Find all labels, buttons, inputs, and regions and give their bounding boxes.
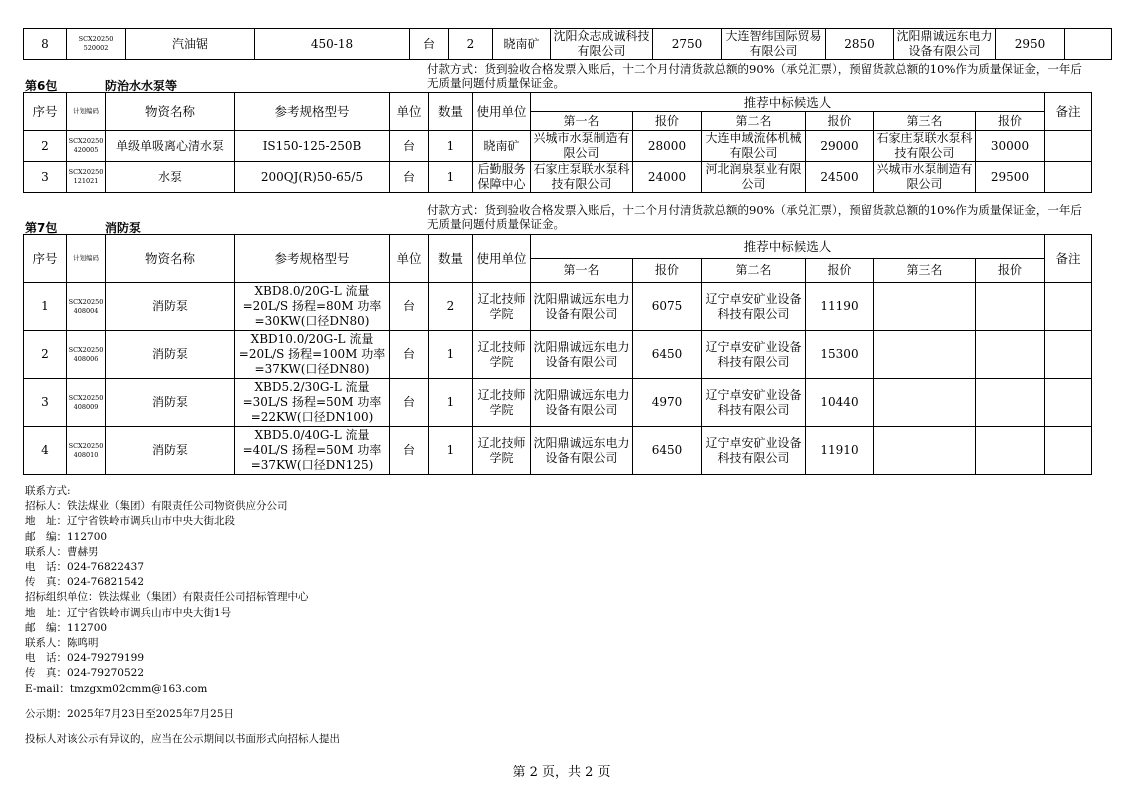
second-cell: 辽宁卓安矿业设备科技有限公司	[702, 379, 806, 427]
note-cell	[1045, 331, 1092, 379]
first-cell: 沈阳鼎诚远东电力设备有限公司	[531, 379, 633, 427]
spec-cell: XBD10.0/20G-L 流量=20L/S 扬程=100M 功率=37KW(口径DN80)	[235, 331, 390, 379]
header-price: 报价	[633, 112, 702, 131]
code-cell: SCX20250 408010	[67, 427, 106, 475]
code-cell: SCX20250 420005	[67, 131, 106, 162]
qty-cell: 2	[449, 29, 493, 60]
header-third: 第三名	[874, 112, 976, 131]
header-code: 计划编码	[67, 93, 106, 131]
unit-cell: 台	[390, 131, 429, 162]
objection-notice: 投标人对该公示有异议的，应当在公示期间以书面形式向招标人提出	[25, 733, 340, 746]
spacer-line	[25, 697, 340, 707]
header-price: 报价	[976, 112, 1045, 131]
price1-cell: 6450	[633, 427, 702, 475]
price3-cell: 2950	[996, 29, 1065, 60]
contact-line: 联系方式:	[25, 485, 71, 497]
header-spec: 参考规格型号	[235, 235, 390, 283]
header-unit: 单位	[390, 235, 429, 283]
code-cell: SCX20250 408006	[67, 331, 106, 379]
name-cell: 汽油锯	[126, 29, 255, 60]
second-cell: 辽宁卓安矿业设备科技有限公司	[702, 283, 806, 331]
note-cell	[1065, 29, 1112, 60]
contact-line: 地 址：辽宁省铁岭市调兵山市中央大街北段	[25, 515, 235, 528]
payment-terms: 付款方式：货到验收合格发票入账后，十二个月付清货款总额的90%（承兑汇票），预留货款总额的10%作为质量保证金，一年后无质量问题付质量保证金。	[427, 203, 1082, 231]
contact-info	[25, 484, 340, 747]
header-price: 报价	[633, 259, 702, 283]
spec-cell: IS150-125-250B	[235, 131, 390, 162]
contact-line: 电 话：024-76822437	[25, 561, 145, 574]
second-cell: 大连申域流体机械有限公司	[702, 131, 806, 162]
header-second: 第二名	[702, 259, 806, 283]
price3-cell	[976, 379, 1045, 427]
header-unit: 单位	[390, 93, 429, 131]
code-cell: SCX20250 408004	[67, 283, 106, 331]
unit-cell: 台	[390, 427, 429, 475]
price1-cell: 4970	[633, 379, 702, 427]
price3-cell: 30000	[976, 131, 1045, 162]
header-note: 备注	[1045, 235, 1092, 283]
price3-cell: 29500	[976, 162, 1045, 193]
spec-cell: XBD8.0/20G-L 流量=20L/S 扬程=80M 功率=30KW(口径DN80)	[235, 283, 390, 331]
price2-cell: 2850	[826, 29, 894, 60]
header-second: 第二名	[702, 112, 806, 131]
package-label: 第7包	[25, 221, 58, 235]
price2-cell: 10440	[806, 379, 874, 427]
header-first: 第一名	[531, 259, 633, 283]
header-first: 第一名	[531, 112, 633, 131]
third-cell	[874, 283, 976, 331]
table-row	[24, 379, 1092, 427]
header-user: 使用单位	[473, 235, 531, 283]
header-price: 报价	[806, 112, 874, 131]
unit-cell: 台	[390, 283, 429, 331]
top-table	[23, 28, 1112, 60]
seq-cell: 1	[24, 283, 67, 331]
price1-cell: 6450	[633, 331, 702, 379]
package-title: 防治水水泵等	[105, 79, 178, 93]
table-row	[24, 162, 1092, 193]
header-row	[24, 235, 1092, 259]
header-candidates: 推荐中标候选人	[531, 235, 1045, 259]
price1-cell: 28000	[633, 131, 702, 162]
email-line: E-mail：tmzgxm02cmm@163.com	[25, 682, 208, 695]
header-price: 报价	[976, 259, 1045, 283]
seq-cell: 3	[24, 162, 67, 193]
user-cell: 辽北技师学院	[473, 331, 531, 379]
user-cell: 晓南矿	[493, 29, 551, 60]
first-cell: 兴城市水泵制造有限公司	[531, 131, 633, 162]
header-third: 第三名	[874, 259, 976, 283]
note-cell	[1045, 162, 1092, 193]
header-price: 报价	[806, 259, 874, 283]
header-code: 计划编码	[67, 235, 106, 283]
code-cell: SCX20250 520002	[67, 29, 126, 60]
note-cell	[1045, 379, 1092, 427]
spec-cell: XBD5.2/30G-L 流量=30L/S 扬程=50M 功率=22KW(口径DN100)	[235, 379, 390, 427]
header-note: 备注	[1045, 93, 1092, 131]
second-cell: 大连智纬国际贸易有限公司	[722, 29, 826, 60]
header-qty: 数量	[429, 235, 473, 283]
table-row	[24, 283, 1092, 331]
notice-period: 公示期：2025年7月23日至2025年7月25日	[25, 707, 235, 720]
seq-cell: 8	[24, 29, 67, 60]
note-cell	[1045, 283, 1092, 331]
name-cell: 单级单吸离心清水泵	[106, 131, 235, 162]
contact-line: 联系人：曹赫男	[25, 545, 99, 558]
user-cell: 辽北技师学院	[473, 379, 531, 427]
qty-cell: 1	[429, 331, 473, 379]
contact-line: 联系人：陈鸣明	[25, 637, 99, 650]
name-cell: 消防泵	[106, 427, 235, 475]
table-row	[24, 331, 1092, 379]
unit-cell: 台	[390, 379, 429, 427]
third-cell: 兴城市水泵制造有限公司	[874, 162, 976, 193]
seq-cell: 2	[24, 331, 67, 379]
third-cell: 石家庄泵联水泵科技有限公司	[874, 131, 976, 162]
third-cell	[874, 331, 976, 379]
qty-cell: 1	[429, 379, 473, 427]
package-title: 消防泵	[105, 221, 142, 235]
contact-line: 电 话：024-79279199	[25, 652, 145, 665]
user-cell: 辽北技师学院	[473, 283, 531, 331]
header-seq: 序号	[24, 235, 67, 283]
name-cell: 消防泵	[106, 331, 235, 379]
third-cell	[874, 379, 976, 427]
first-cell: 沈阳鼎诚远东电力设备有限公司	[531, 331, 633, 379]
user-cell: 后勤服务保障中心	[473, 162, 531, 193]
first-cell: 沈阳鼎诚远东电力设备有限公司	[531, 283, 633, 331]
price3-cell	[976, 427, 1045, 475]
qty-cell: 1	[429, 162, 473, 193]
price1-cell: 6075	[633, 283, 702, 331]
price2-cell: 15300	[806, 331, 874, 379]
header-spec: 参考规格型号	[235, 93, 390, 131]
header-name: 物资名称	[106, 93, 235, 131]
table-row	[24, 29, 1112, 60]
seq-cell: 2	[24, 131, 67, 162]
contact-line: 地 址：辽宁省铁岭市调兵山市中央大街1号	[25, 606, 232, 619]
contact-line: 招标人：铁法煤业（集团）有限责任公司物资供应分公司	[25, 500, 288, 513]
name-cell: 水泵	[106, 162, 235, 193]
price2-cell: 11910	[806, 427, 874, 475]
seq-cell: 4	[24, 427, 67, 475]
contact-line: 邮 编：112700	[25, 530, 108, 543]
price2-cell: 29000	[806, 131, 874, 162]
header-user: 使用单位	[473, 93, 531, 131]
second-cell: 辽宁卓安矿业设备科技有限公司	[702, 331, 806, 379]
spacer-line	[25, 722, 340, 732]
header-seq: 序号	[24, 93, 67, 131]
package-label: 第6包	[25, 79, 58, 93]
user-cell: 辽北技师学院	[473, 427, 531, 475]
contact-line: 招标组织单位：铁法煤业（集团）有限责任公司招标管理中心	[25, 591, 309, 604]
unit-cell: 台	[390, 162, 429, 193]
contact-line: 传 真：024-76821542	[25, 576, 145, 589]
first-cell: 沈阳众志成诚科技有限公司	[551, 29, 653, 60]
contact-line: 邮 编：112700	[25, 621, 108, 634]
spec-cell: XBD5.0/40G-L 流量=40L/S 扬程=50M 功率=37KW(口径DN125)	[235, 427, 390, 475]
contact-line: 传 真：024-79270522	[25, 667, 145, 680]
header-candidates: 推荐中标候选人	[531, 93, 1045, 112]
note-cell	[1045, 131, 1092, 162]
code-cell: SCX20250 408009	[67, 379, 106, 427]
price2-cell: 11190	[806, 283, 874, 331]
unit-cell: 台	[410, 29, 449, 60]
table-row	[24, 427, 1092, 475]
price1-cell: 2750	[653, 29, 722, 60]
page-number: 第 2 页，共 2 页	[512, 765, 611, 780]
seq-cell: 3	[24, 379, 67, 427]
second-cell: 辽宁卓安矿业设备科技有限公司	[702, 427, 806, 475]
price2-cell: 24500	[806, 162, 874, 193]
first-cell: 沈阳鼎诚远东电力设备有限公司	[531, 427, 633, 475]
qty-cell: 1	[429, 427, 473, 475]
user-cell: 晓南矿	[473, 131, 531, 162]
code-cell: SCX20250 121021	[67, 162, 106, 193]
price3-cell	[976, 331, 1045, 379]
unit-cell: 台	[390, 331, 429, 379]
package-6-table	[23, 92, 1092, 193]
spec-cell: 200QJ(R)50-65/5	[235, 162, 390, 193]
package-7-table	[23, 234, 1092, 475]
third-cell: 沈阳鼎诚远东电力设备有限公司	[894, 29, 996, 60]
qty-cell: 2	[429, 283, 473, 331]
note-cell	[1045, 427, 1092, 475]
name-cell: 消防泵	[106, 379, 235, 427]
spec-cell: 450-18	[255, 29, 410, 60]
header-row	[24, 93, 1092, 112]
qty-cell: 1	[429, 131, 473, 162]
payment-terms: 付款方式：货到验收合格发票入账后，十二个月付清货款总额的90%（承兑汇票），预留货款总额的10%作为质量保证金，一年后无质量问题付质量保证金。	[427, 62, 1082, 90]
second-cell: 河北润泉泵业有限公司	[702, 162, 806, 193]
third-cell	[874, 427, 976, 475]
price3-cell	[976, 283, 1045, 331]
header-qty: 数量	[429, 93, 473, 131]
table-row	[24, 131, 1092, 162]
header-name: 物资名称	[106, 235, 235, 283]
price1-cell: 24000	[633, 162, 702, 193]
name-cell: 消防泵	[106, 283, 235, 331]
first-cell: 石家庄泵联水泵科技有限公司	[531, 162, 633, 193]
